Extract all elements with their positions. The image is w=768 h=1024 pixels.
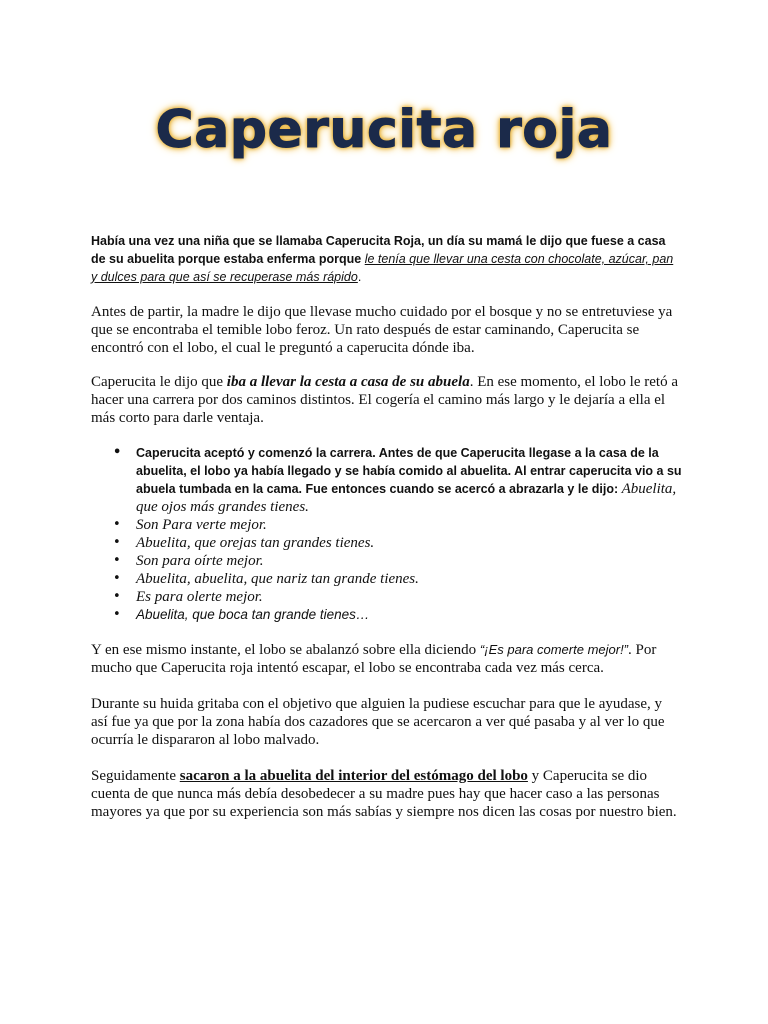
- intro-period: .: [357, 270, 362, 284]
- list-item: • Abuelita, que orejas tan grandes tienes.: [91, 534, 691, 552]
- list-item: • Abuelita, abuelita, que nariz tan grande tienes.: [91, 570, 691, 588]
- attack-text-start: Y en ese mismo instante, el lobo se abalanzó sobre ella diciendo: [91, 642, 480, 658]
- list-item: • Son Para verte mejor.: [91, 516, 691, 534]
- paragraph-race: [91, 373, 681, 427]
- paragraph-intro: [91, 232, 681, 286]
- paragraph-departure: Antes de partir, la madre le dijo que llevase mucho cuidado por el bosque y no se entretuviese ya que se encontraba el temible lobo feroz. Un rato después de estar caminando, Caperucita se encontró con el lobo, el cual le preguntó a caperucita dónde iba.: [91, 304, 673, 356]
- list-item: • Abuelita, que boca tan grande tienes…: [91, 606, 691, 624]
- ending-text-start: Seguidamente: [91, 768, 180, 784]
- attack-text-end: . Por mucho que Caperucita roja intentó escapar, el lobo se encontraba cada vez más cerca.: [91, 642, 657, 676]
- attack-quote: “¡Es para comerte mejor!”: [479, 642, 629, 657]
- race-text-start: Caperucita le dijo que: [91, 374, 227, 390]
- list-item: [91, 444, 691, 516]
- ending-text-end: y Caperucita se dio cuenta de que nunca más debía desobedecer a su madre pues hay que hacer caso a las personas mayores ya que por su experiencia son más sabías y siempre nos dicen las cosas por nuestro bien.: [91, 768, 677, 820]
- ending-emphasis: sacaron a la abuelita del interior del estómago del lobo: [179, 768, 528, 784]
- list-item: • Son para oírte mejor.: [91, 552, 691, 570]
- race-text-end: . En ese momento, el lobo le retó a hacer una carrera por dos caminos distintos. El cogería el camino más largo y le dejaría a ella el más corto para darle ventaja.: [91, 374, 678, 426]
- paragraph-hunters: Durante su huida gritaba con el objetivo que alguien la pudiese escuchar para que le ayudase, y así fue ya que por la zona había dos cazadores que se acercaron a ver qué pasaba y al ver lo que ocurría le dispararon al lobo malvado.: [91, 696, 665, 748]
- document-title: Caperucita roja: [155, 100, 613, 160]
- list-item-quote: Abuelita, que ojos más grandes tienes.: [136, 481, 677, 515]
- list-item: • Es para olerte mejor.: [91, 588, 691, 606]
- intro-text: Había una vez una niña que se llamaba Caperucita Roja, un día su mamá le dijo que fuese a casa de su abuelita porque estaba enferma porque: [91, 234, 666, 266]
- list-item-text: Caperucita aceptó y comenzó la carrera. Antes de que Caperucita llegase a la casa de la abuelita, el lobo ya había llegado y se había comido al abuelita. Al entrar caperucita vio a su abuela tumbada en la cama. Fue entonces cuando se acercó a abrazarla y le dijo:: [136, 446, 682, 496]
- race-emphasis: iba a llevar la cesta a casa de su abuela: [226, 374, 470, 390]
- intro-underlined-text: le tenía que llevar una cesta con chocolate, azúcar, pan y dulces para que así se recuperase más rápido: [91, 252, 674, 284]
- paragraph-attack: [91, 641, 681, 677]
- paragraph-ending: [91, 767, 681, 821]
- dialogue-list: [91, 444, 691, 624]
